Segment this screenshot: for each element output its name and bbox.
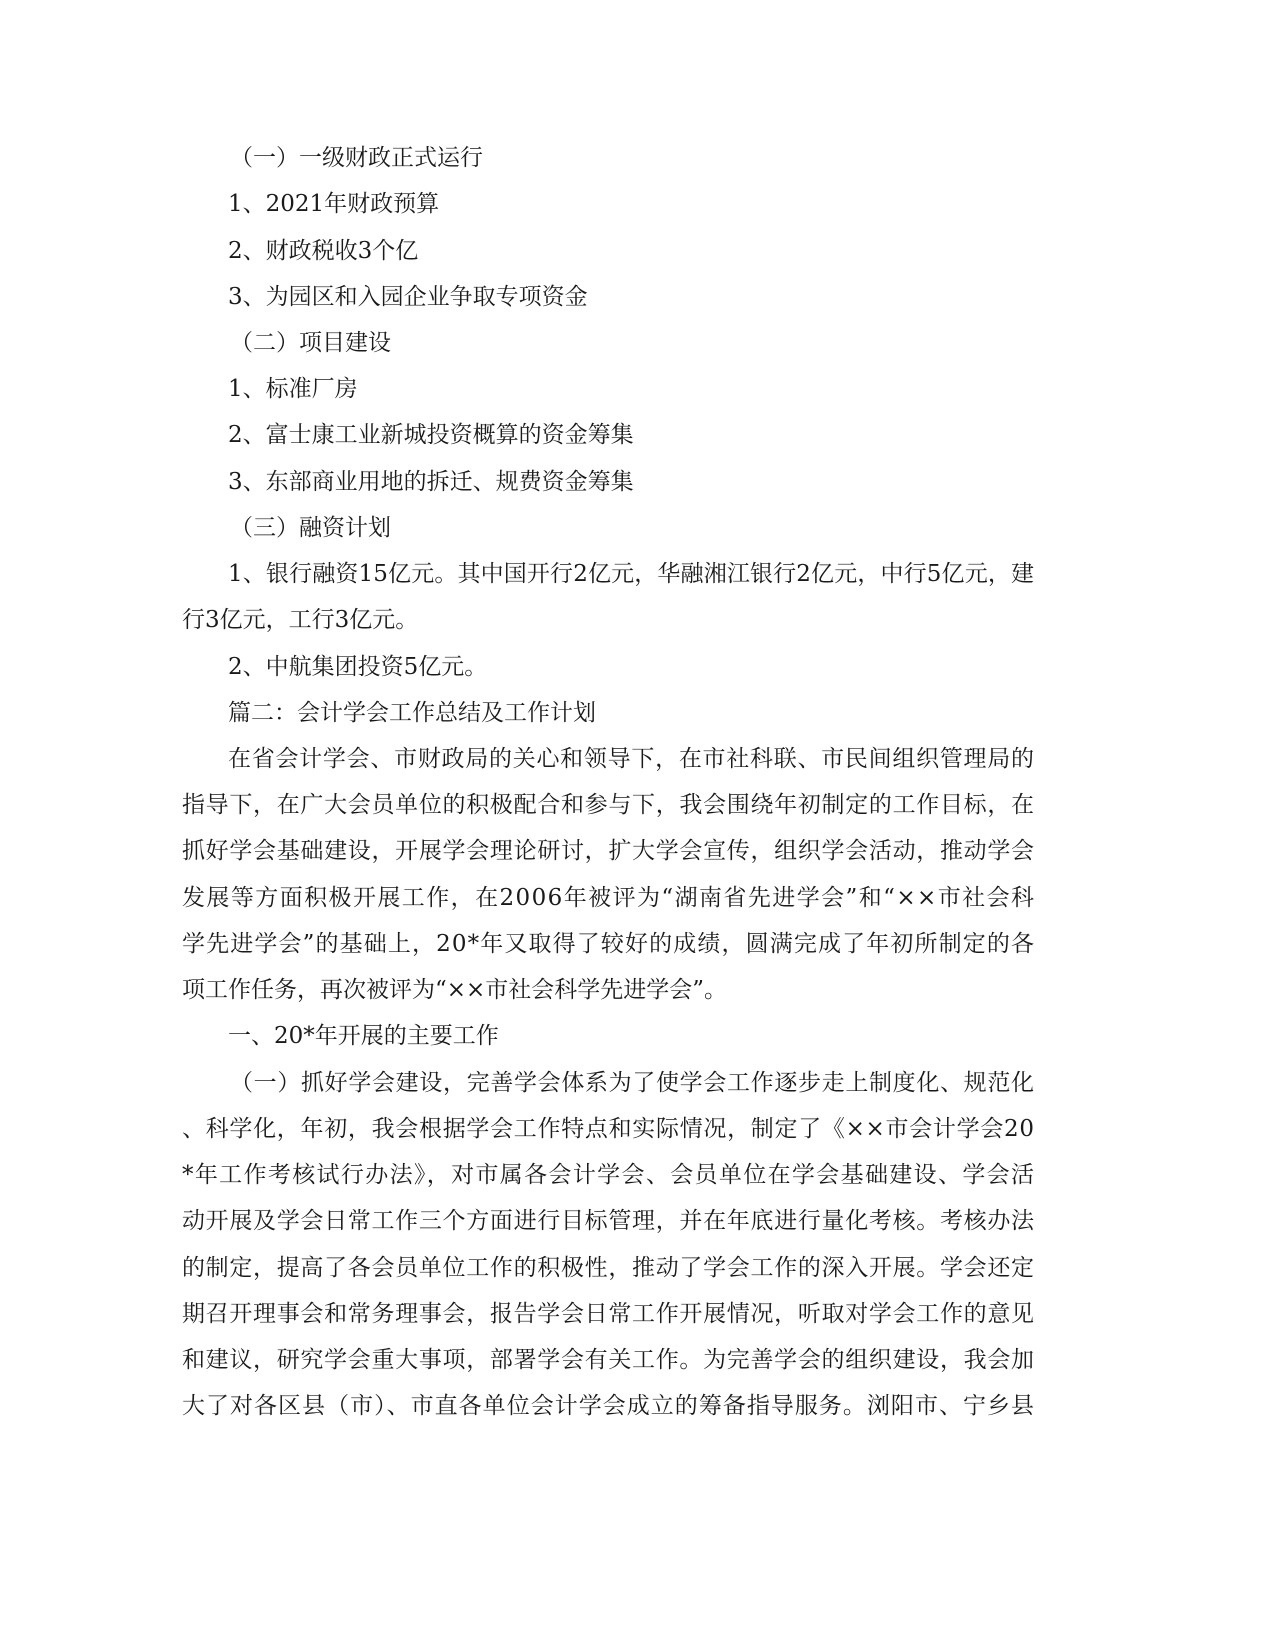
list-item: 1、2021年财政预算 — [228, 191, 440, 217]
section-heading: （一）一级财政正式运行 — [230, 145, 483, 171]
paragraph-line: 动开展及学会日常工作三个方面进行目标管理，并在年底进行量化考核。考核办法 — [182, 1208, 1035, 1234]
paragraph-line: 抓好学会基础建设，开展学会理论研讨，扩大学会宣传，组织学会活动，推动学会 — [182, 838, 1035, 864]
paragraph-line: 、科学化，年初，我会根据学会工作特点和实际情况，制定了《××市会计学会20 — [182, 1116, 1035, 1142]
list-item: 1、标准厂房 — [228, 376, 358, 402]
paragraph-line: 学先进学会”的基础上，20*年又取得了较好的成绩，圆满完成了年初所制定的各 — [182, 931, 1036, 957]
section-heading: （三）融资计划 — [230, 515, 391, 541]
paragraph-line: （一）抓好学会建设，完善学会体系为了使学会工作逐步走上制度化、规范化 — [230, 1070, 1035, 1096]
paragraph-line: 指导下，在广大会员单位的积极配合和参与下，我会围绕年初制定的工作目标，在 — [182, 792, 1035, 818]
paragraph-line: 行3亿元，工行3亿元。 — [182, 607, 419, 633]
paragraph-line: 发展等方面积极开展工作，在2006年被评为“湖南省先进学会”和“××市社会科 — [182, 885, 1036, 911]
section-heading: （二）项目建设 — [230, 330, 391, 356]
paragraph-line: 的制定，提高了各会员单位工作的积极性，推动了学会工作的深入开展。学会还定 — [182, 1255, 1035, 1281]
paragraph-line: 项工作任务，再次被评为“××市社会科学先进学会”。 — [182, 977, 728, 1003]
list-item: 2、中航集团投资5亿元。 — [228, 654, 488, 680]
paragraph-line: 大了对各区县（市）、市直各单位会计学会成立的筹备指导服务。浏阳市、宁乡县 — [182, 1393, 1036, 1419]
paragraph-line: 期召开理事会和常务理事会，报告学会日常工作开展情况，听取对学会工作的意见 — [182, 1301, 1035, 1327]
article-title: 篇二：会计学会工作总结及工作计划 — [228, 700, 596, 726]
list-item: 2、富士康工业新城投资概算的资金筹集 — [228, 422, 634, 448]
paragraph-line: *年工作考核试行办法》，对市属各会计学会、会员单位在学会基础建设、学会活 — [182, 1162, 1036, 1188]
section-heading: 一、20*年开展的主要工作 — [228, 1023, 499, 1049]
list-item: 3、东部商业用地的拆迁、规费资金筹集 — [228, 469, 634, 495]
paragraph-line: 在省会计学会、市财政局的关心和领导下，在市社科联、市民间组织管理局的 — [228, 746, 1035, 772]
list-item: 2、财政税收3个亿 — [228, 238, 419, 264]
list-item: 3、为园区和入园企业争取专项资金 — [228, 284, 588, 310]
paragraph-line: 1、银行融资15亿元。其中国开行2亿元，华融湘江银行2亿元，中行5亿元，建 — [228, 561, 1035, 587]
paragraph-line: 和建议，研究学会重大事项，部署学会有关工作。为完善学会的组织建设，我会加 — [182, 1347, 1035, 1373]
